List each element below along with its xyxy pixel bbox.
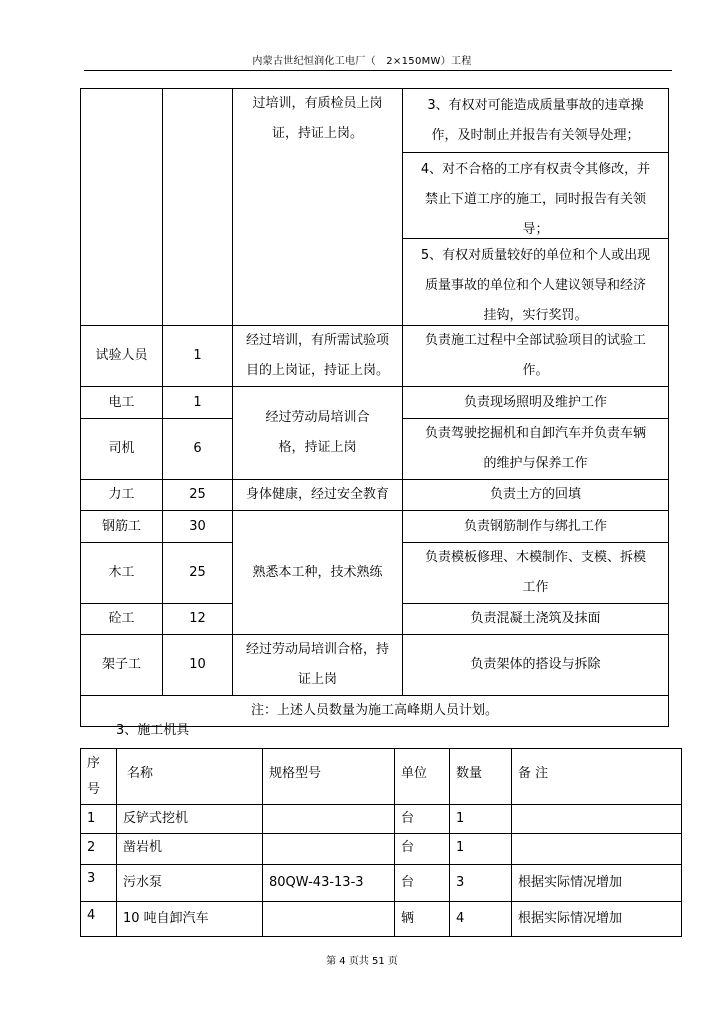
table-row: 力工 25 身体健康，经过安全教育 负责土方的回填 bbox=[81, 480, 669, 511]
table-header-row: 序 号 名称 规格型号 单位 数量 备 注 bbox=[81, 749, 682, 805]
table-row: 2 凿岩机 台 1 bbox=[81, 834, 682, 865]
merged-qualification: 经过劳动局培训合 格，持证上岗 bbox=[233, 387, 403, 480]
table-row: 架子工 10 经过劳动局培训合格，持 证上岗 负责架体的搭设与拆除 bbox=[81, 635, 669, 696]
table-row: 电工 1 经过劳动局培训合 格，持证上岗 负责现场照明及维护工作 bbox=[81, 387, 669, 419]
duty-cell: 3、有权对可能造成质量事故的违章操 作，及时制止并报告有关领导处理； 4、对不合格的工序有权责令其修改，并 禁止下道工序的施工，同时报告有关领 导； 5、有权对质量较好的单位和个人或出现 质量事故的单位和个人建议领导和经济 挂钩，实行奖罚。 bbox=[403, 89, 669, 326]
table-row: 司机 6 负责驾驶挖掘机和自卸汽车并负责车辆 的维护与保养工作 bbox=[81, 419, 669, 480]
table-row: 试验人员 1 经过培训，有所需试验项 目的上岗证，持证上岗。 负责施工过程中全部试验项目的试验工 作。 bbox=[81, 326, 669, 387]
section-title: 3、施工机具 bbox=[116, 723, 190, 738]
header-rule bbox=[84, 70, 672, 71]
table-row: 木工 25 负责模板修理、木模制作、支模、拆模 工作 bbox=[81, 543, 669, 604]
table-note: 注：上述人员数量为施工高峰期人员计划。 bbox=[81, 696, 669, 727]
table-row bbox=[81, 89, 669, 326]
merged-qualification: 熟悉本工种，技术熟练 bbox=[233, 511, 403, 635]
qualification-cell: 过培训，有质检员上岗 证，持证上岗。 bbox=[233, 89, 403, 326]
page-number: 第 4 页共 51 页 bbox=[326, 956, 398, 967]
table-row: 3 污水泵 80QW-43-13-3 台 3 根据实际情况增加 bbox=[81, 865, 682, 902]
table-row: 钢筋工 30 熟悉本工种，技术熟练 负责钢筋制作与绑扎工作 bbox=[81, 511, 669, 543]
machinery-table bbox=[80, 748, 682, 937]
page-header: 内蒙古世纪恒润化工电厂（ 2×150MW）工程 bbox=[252, 56, 472, 67]
personnel-table bbox=[80, 88, 669, 727]
table-row: 砼工 12 负责混凝土浇筑及抹面 bbox=[81, 604, 669, 635]
table-row: 1 反铲式挖机 台 1 bbox=[81, 805, 682, 834]
table-row: 4 10 吨自卸汽车 辆 4 根据实际情况增加 bbox=[81, 902, 682, 937]
